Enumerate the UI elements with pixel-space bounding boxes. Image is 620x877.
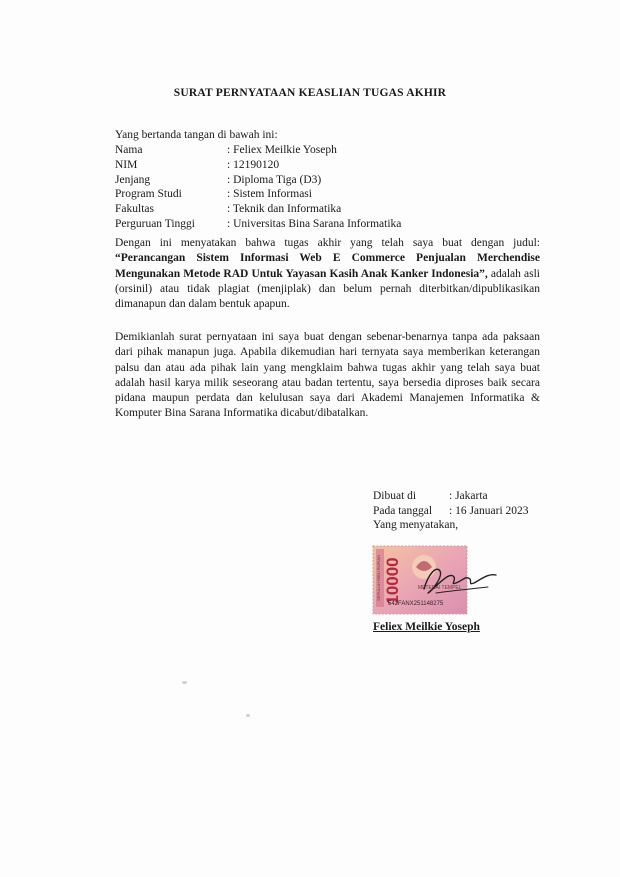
identity-label: Program Studi — [115, 188, 182, 201]
date-value: : 16 Januari 2023 — [449, 504, 529, 517]
stamp-side-text: METERAI TEMPEL — [418, 585, 462, 591]
signature-underline-stroke — [436, 587, 488, 593]
place-value: : Jakarta — [449, 490, 488, 502]
scan-speck — [182, 681, 187, 684]
identity-label: Jenjang — [115, 173, 151, 186]
identity-table — [115, 143, 401, 232]
date-label: Pada tanggal — [373, 504, 433, 517]
identity-label: Perguruan Tinggi — [115, 217, 195, 230]
identity-row-nim — [115, 158, 401, 173]
stamp-denomination: 10000 — [383, 557, 402, 605]
scan-speck — [246, 714, 250, 717]
stamp-vertical-text: SEPULUH RIBU RUPIAH — [376, 555, 381, 601]
declaration-paragraph — [115, 236, 540, 312]
place-label: Dibuat di — [373, 490, 417, 502]
declaration-lead: Dengan ini menyatakan bahwa tugas akhir yang telah saya buat dengan judul: — [115, 237, 540, 249]
identity-label: NIM — [115, 158, 138, 171]
identity-row-program-studi — [115, 187, 401, 202]
identity-row-nama — [115, 143, 401, 158]
place-row — [373, 489, 529, 504]
stamp-serial: 542FANX251148275 — [388, 601, 444, 607]
identity-value: : Diploma Tiga (D3) — [227, 173, 322, 186]
identity-label: Nama — [115, 144, 143, 156]
identity-row-fakultas — [115, 202, 401, 217]
signer-name: Feliex Meilkie Yoseph — [373, 621, 480, 633]
identity-value: : Teknik dan Informatika — [227, 203, 342, 216]
declarant-row — [373, 518, 529, 533]
document-title: SURAT PERNYATAAN KEASLIAN TUGAS AKHIR — [173, 87, 447, 99]
identity-row-perguruan-tinggi — [115, 217, 401, 232]
identity-value: : Universitas Bina Sarana Informatika — [227, 217, 402, 230]
identity-value: : 12190120 — [227, 158, 280, 171]
identity-row-jenjang — [115, 173, 401, 188]
intro-text: Yang bertanda tangan di bawah ini: — [115, 129, 278, 141]
handwritten-signature-icon — [410, 553, 500, 603]
date-row — [373, 504, 529, 519]
identity-value: : Sistem Informasi — [227, 188, 312, 201]
declaration-rest: adalah asli (orsinil) atau tidak plagiat (menjiplak) dan belum pernah diterbitkan/dipublikasikan dimanapun dan dalam bentuk apapun. — [115, 267, 540, 311]
signature-block — [373, 489, 529, 533]
signature-stroke — [424, 569, 496, 593]
closing-paragraph: Demikianlah surat pernyataan ini saya buat dengan sebenar-benarnya tanpa ada paksaan dari pihak manapun juga. Apabila dikemudian hari ternyata saya memberikan keterangan palsu dan atau ada pihak lain yang mengklaim bahwa tugas akhir yang telah saya buat adalah hasil karya milik seseorang atau badan tertentu, saya bersedia diproses baik secara pidana maupun perdata dan kelulusan saya dari Akademi Manajemen Informatika & Komputer Bina Sarana Informatika dicabut/dibatalkan. — [115, 331, 540, 420]
thesis-title: “Perancangan Sistem Informasi Web E Commerce Penjualan Merchendise Mengunakan Metode RAD Untuk Yayasan Kasih Anak Kanker Indonesia”, — [115, 252, 540, 280]
declarant-text: Yang menyatakan, — [373, 519, 459, 531]
identity-value: : Feliex Meilkie Yoseph — [227, 144, 337, 156]
identity-label: Fakultas — [115, 203, 154, 216]
